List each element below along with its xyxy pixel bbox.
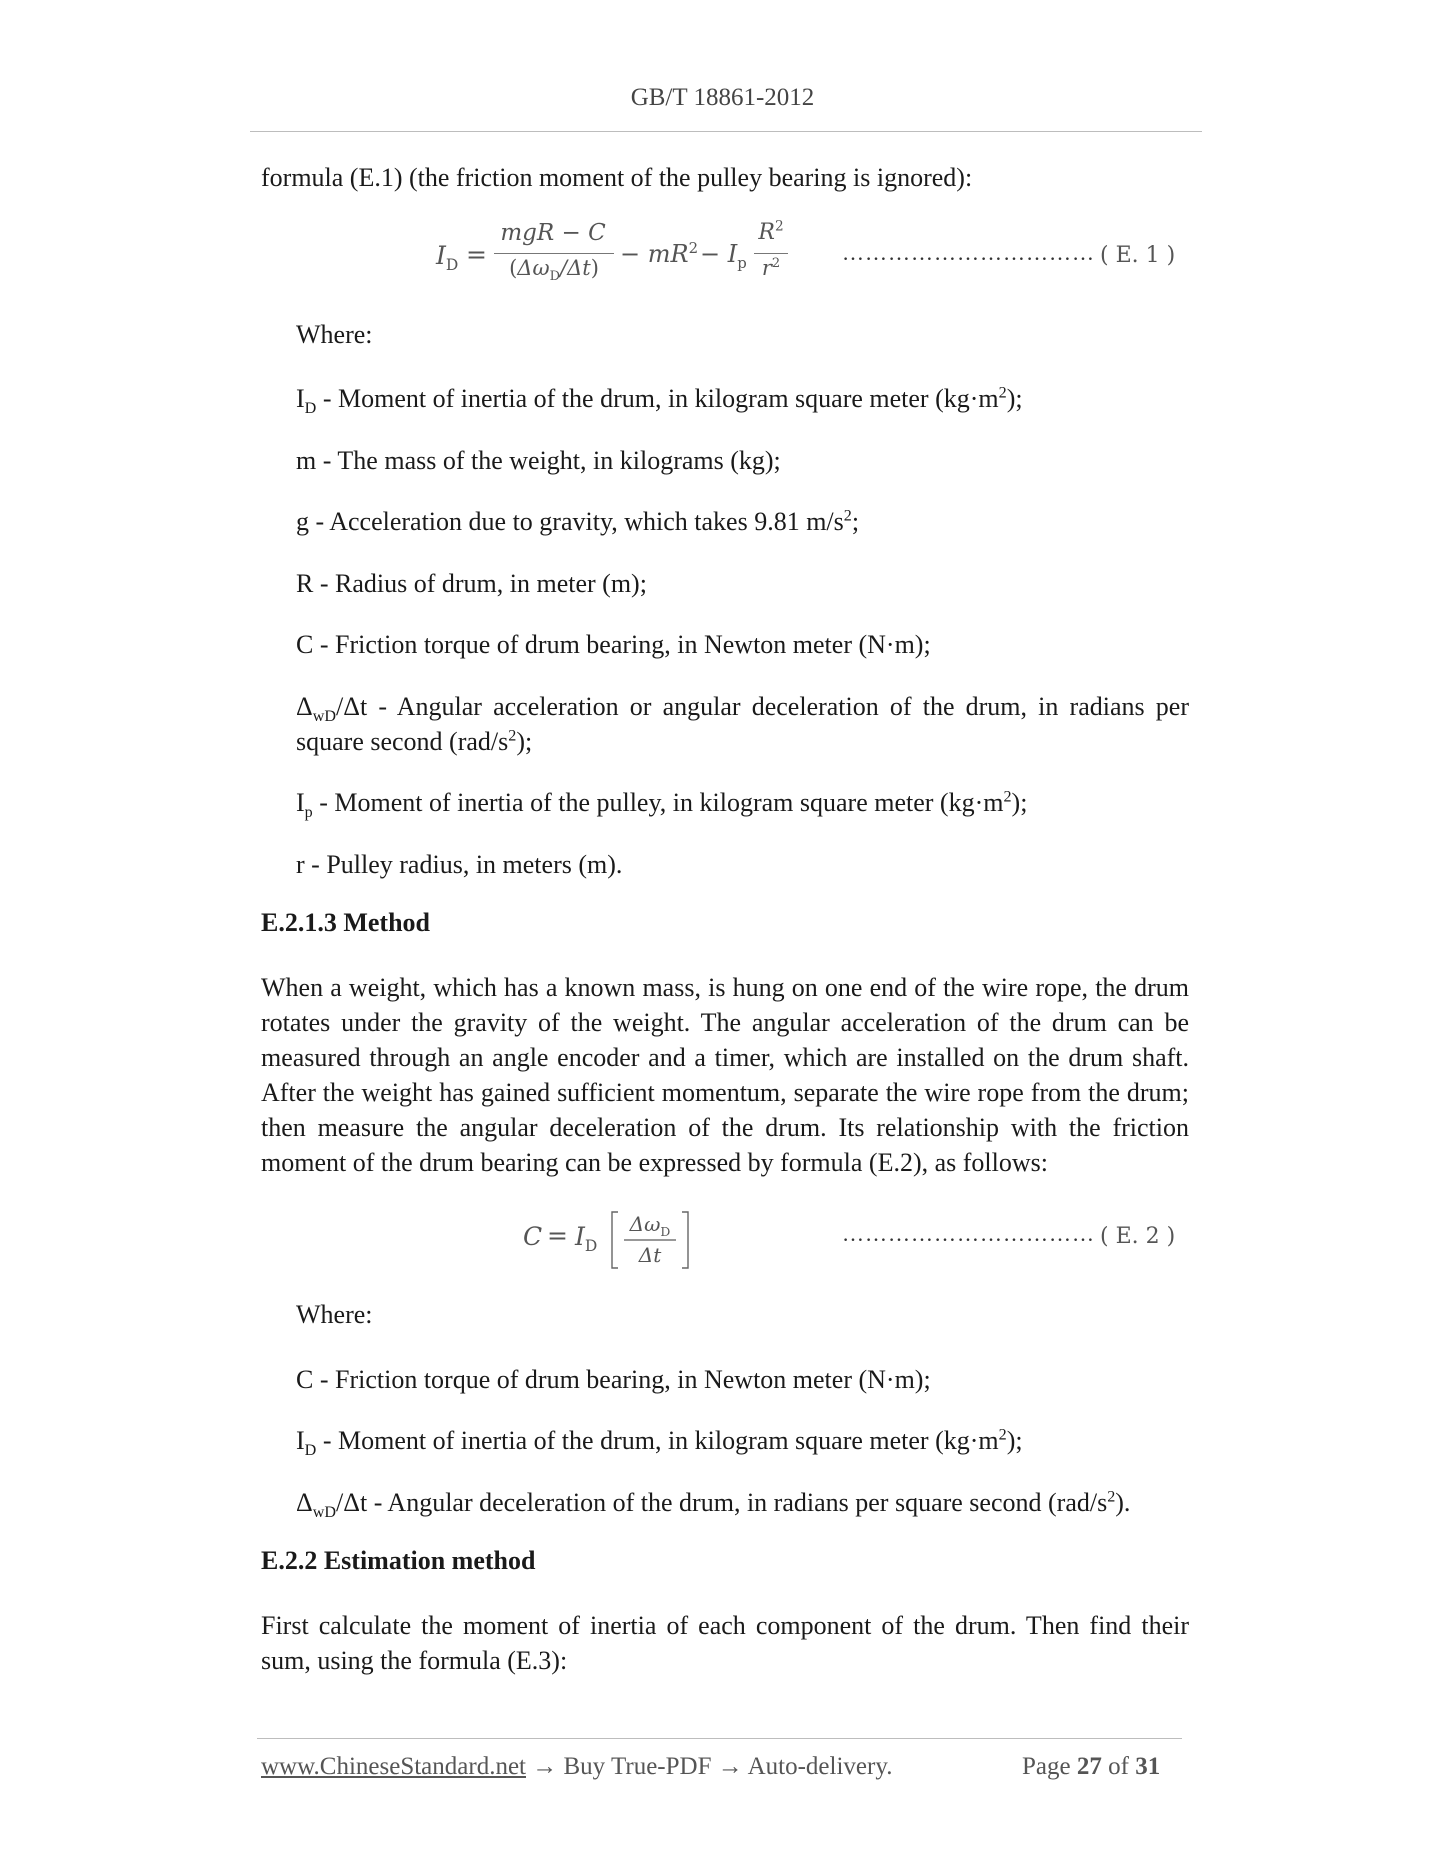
def-friction-torque: C - Friction torque of drum bearing, in Newton meter (N·m); bbox=[296, 630, 931, 659]
def-angular-acceleration: $\Delta_{wD}/\Delta t$ - Angular acceleration or angular deceleration of the drum, in radians per square second $(rad/s^2)$; bbox=[296, 692, 1189, 756]
formula-e1-leader-dots: …………………………… bbox=[842, 240, 1095, 265]
formula-e1-term2: − $mR^2$ bbox=[620, 239, 699, 268]
document-header-title: GB/T 18861-2012 bbox=[630, 84, 815, 111]
intro-text: formula (E.1) (the friction moment of the pulley bearing is ignored): bbox=[261, 163, 973, 192]
current-page-number: 27 bbox=[1076, 1753, 1102, 1780]
formula-e2-lhs: C bbox=[523, 1222, 543, 1251]
where-label-2: Where: bbox=[296, 1300, 373, 1329]
formula-e1-fraction-bar-2 bbox=[754, 253, 788, 254]
def2-friction-torque: C - Friction torque of drum bearing, in Newton meter (N·m); bbox=[296, 1365, 931, 1394]
formula-e2-number: ( E. 2 ) bbox=[1100, 1224, 1176, 1249]
footer-website-link[interactable]: www.ChineseStandard.net bbox=[261, 1753, 526, 1780]
def-drum-inertia: $I_D$ - Moment of inertia of the drum, in kilogram square meter $(kg\cdot m^2)$; bbox=[296, 384, 1023, 418]
formula-e2 bbox=[520, 1208, 690, 1272]
formula-e1-fraction-bar bbox=[494, 253, 614, 254]
footer-delivery-text: Auto-delivery. bbox=[747, 1753, 893, 1780]
formula-e2-denominator: Δt bbox=[638, 1243, 662, 1267]
formula-e1-lhs: $I_D$ bbox=[436, 241, 459, 274]
def-gravity: g - Acceleration due to gravity, which takes 9.81 $m/s^2$; bbox=[296, 507, 860, 536]
formula-e2-equals: = bbox=[547, 1221, 568, 1250]
page-indicator: Page 27 of 31 bbox=[1022, 1753, 1161, 1780]
footer-buy-text: Buy True-PDF bbox=[563, 1753, 712, 1780]
section-heading-estimation: E.2.2 Estimation method bbox=[261, 1546, 536, 1575]
footer-divider bbox=[257, 1738, 1182, 1739]
formula-e1-r-squared-num: $R^2$ bbox=[758, 218, 784, 245]
arrow-icon: → bbox=[532, 1753, 558, 1780]
def-mass: m - The mass of the weight, in kilograms (kg); bbox=[296, 446, 781, 475]
where-label-1: Where: bbox=[296, 320, 373, 349]
header-divider bbox=[250, 131, 1202, 132]
def-radius: R - Radius of drum, in meter (m); bbox=[296, 569, 647, 598]
method-paragraph: When a weight, which has a known mass, is hung on one end of the wire rope, the drum rotates under the gravity of the weight. The angular acceleration of the drum can be measured through an angle encoder and a timer, which are installed on the drum shaft. After the weight has gained sufficient momentum, separate the wire rope from the drum; then measure the angular deceleration of the drum. Its relationship with the friction moment of the drum bearing can be expressed by formula (E.2), as follows: bbox=[261, 973, 1189, 1177]
formula-e1-term3: − $I_p$ bbox=[700, 240, 747, 272]
def2-angular-deceleration: $\Delta_{wD}/\Delta t$ - Angular deceleration of the drum, in radians per square second $(rad/s^2)$. bbox=[296, 1488, 1131, 1522]
formula-e2-inertia: $I_D$ bbox=[575, 1222, 598, 1255]
formula-e1-number: ( E. 1 ) bbox=[1100, 243, 1176, 268]
total-page-count: 31 bbox=[1135, 1753, 1161, 1780]
estimation-paragraph: First calculate the moment of inertia of each component of the drum. Then find their sum, using the formula (E.3): bbox=[261, 1611, 1189, 1675]
formula-e2-leader-dots: …………………………… bbox=[842, 1221, 1095, 1246]
def-pulley-inertia: $I_p$ - Moment of inertia of the pulley, in kilogram square meter $(kg\cdot m^2)$; bbox=[296, 788, 1028, 822]
formula-e1-numerator: mgR − C bbox=[500, 220, 606, 246]
def2-drum-inertia: $I_D$ - Moment of inertia of the drum, in kilogram square meter $(kg\cdot m^2)$; bbox=[296, 1426, 1023, 1460]
def-pulley-radius: r - Pulley radius, in meters (m). bbox=[296, 850, 623, 879]
formula-e1 bbox=[436, 218, 796, 290]
arrow-icon: → bbox=[717, 1753, 743, 1780]
formula-e1-denominator: $(\Delta\omega_D/\Delta t)$ bbox=[509, 256, 599, 285]
section-heading-method: E.2.1.3 Method bbox=[261, 908, 430, 937]
formula-e1-equals: = bbox=[466, 240, 487, 269]
footer-promo bbox=[261, 1753, 892, 1781]
formula-e2-numerator: $\Delta\omega_D$ bbox=[629, 1212, 671, 1239]
formula-e1-r-squared-den: $r^2$ bbox=[761, 256, 781, 280]
